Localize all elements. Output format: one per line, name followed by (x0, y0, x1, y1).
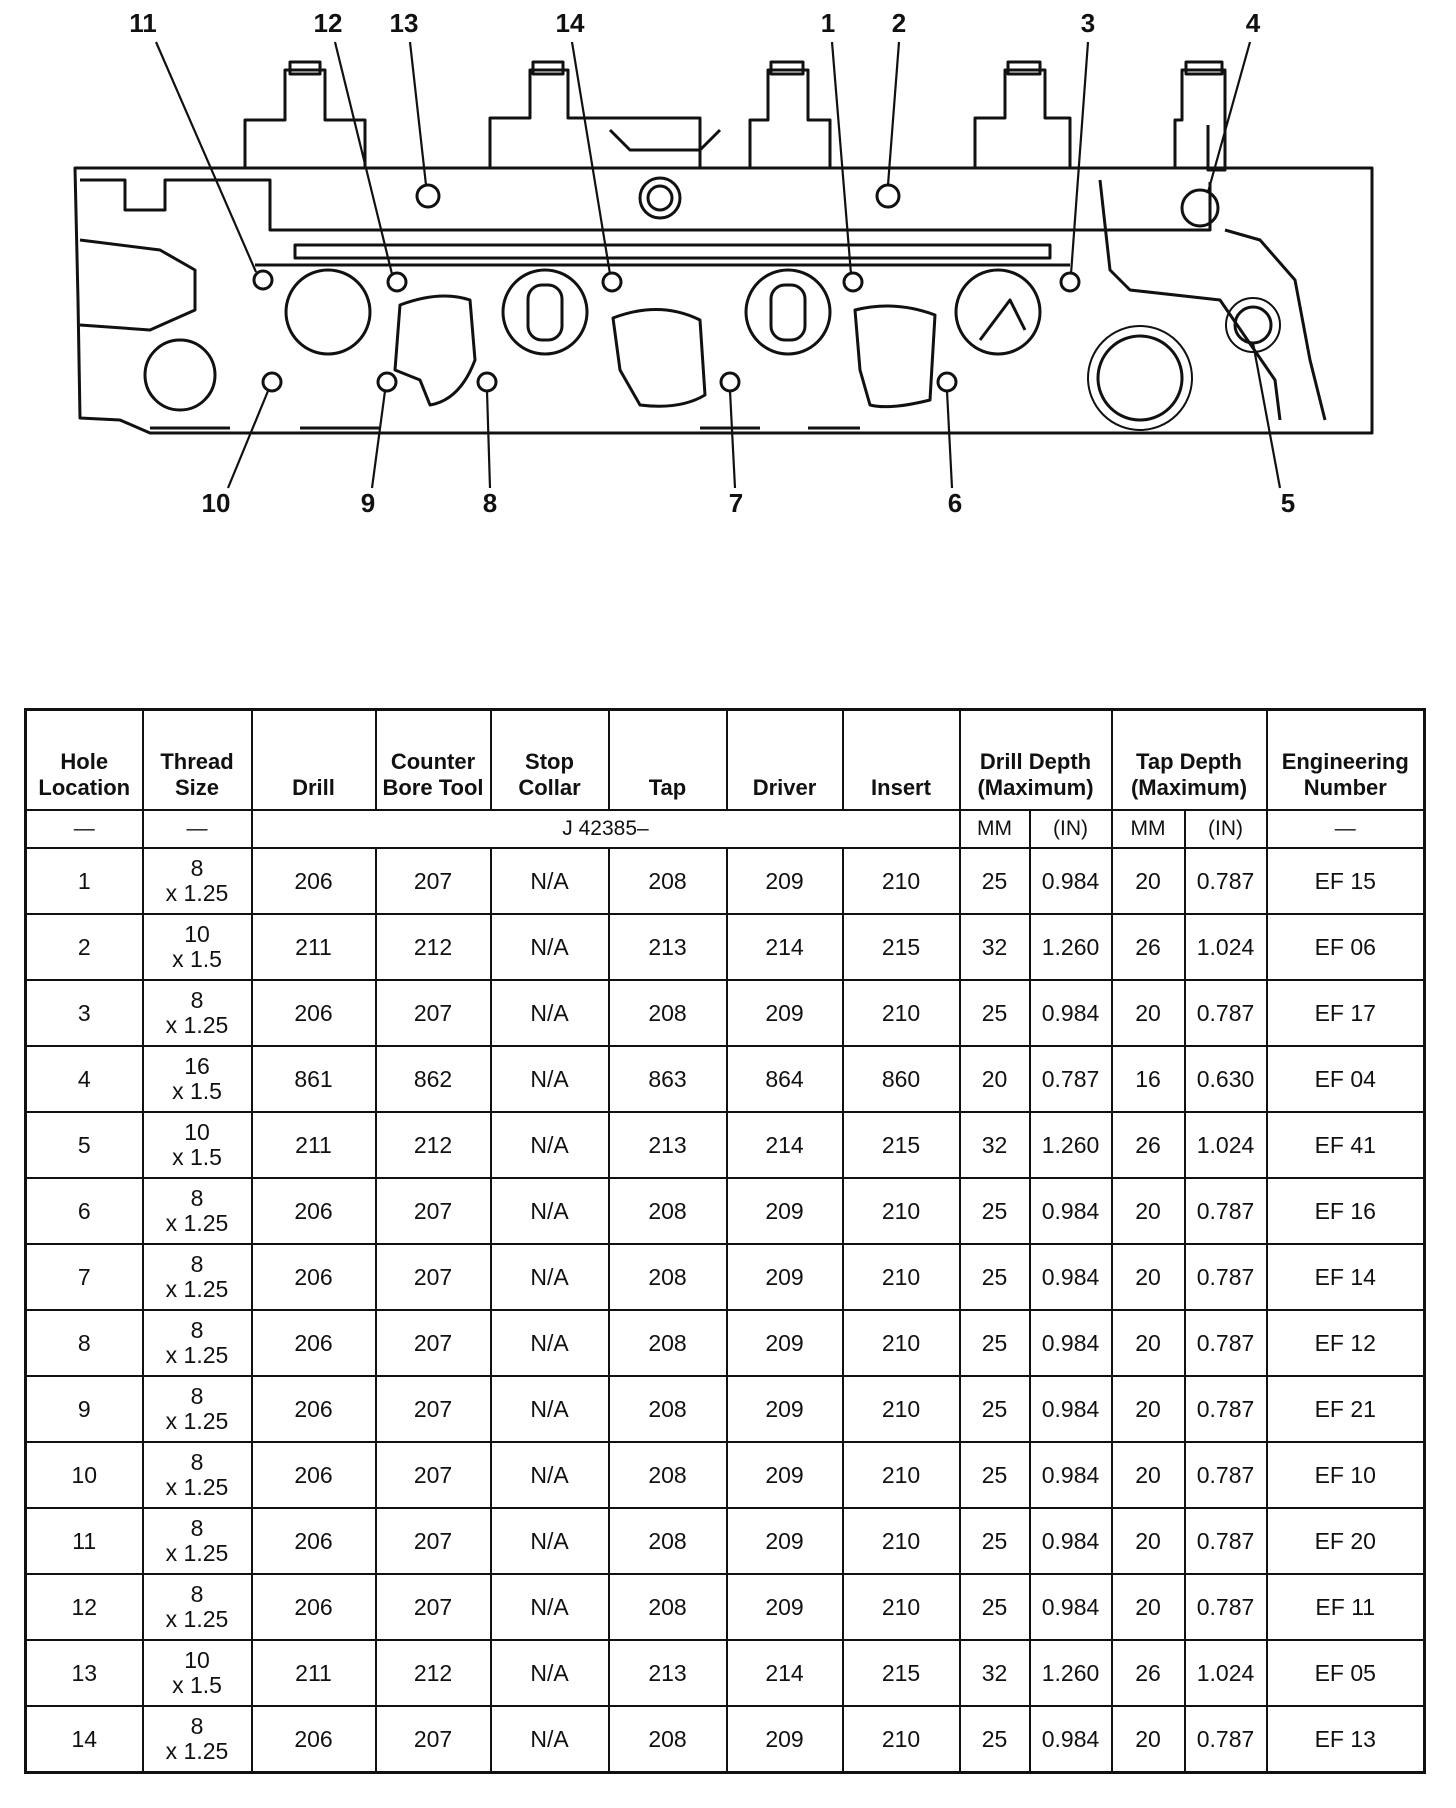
exhaust-port (145, 340, 215, 410)
header-row (26, 710, 1425, 811)
cell-hole: 3 (26, 980, 143, 1046)
cell-tap: 213 (609, 1112, 727, 1178)
col-thread-size: Thread Size (143, 710, 252, 811)
thread-diameter: 8 (190, 1251, 204, 1277)
cell-tap-mm: 20 (1112, 1574, 1185, 1640)
cell-drill-mm: 25 (960, 1310, 1030, 1376)
cell-thread-size (143, 1706, 252, 1773)
callout-4: 4 (1245, 8, 1261, 38)
cell-drill: 861 (252, 1046, 376, 1112)
cell-tap-in: 1.024 (1185, 1112, 1267, 1178)
col-counter-bore-tool: Counter Bore Tool (376, 710, 491, 811)
cell-drill-in: 0.984 (1030, 1178, 1112, 1244)
col-hole-location: Hole Location (26, 710, 143, 811)
cell-drill-mm: 25 (960, 1706, 1030, 1773)
cell-drill: 206 (252, 848, 376, 914)
thread-pitch: x 1.25 (165, 1474, 229, 1500)
cell-drill-mm: 32 (960, 1112, 1030, 1178)
cell-tap-mm: 26 (1112, 1112, 1185, 1178)
cell-drill: 206 (252, 1508, 376, 1574)
cell-stop-collar: N/A (491, 1574, 609, 1640)
thread-diameter: 8 (190, 1449, 204, 1475)
cell-eng: EF 05 (1267, 1640, 1425, 1706)
cell-tap-in: 0.787 (1185, 1442, 1267, 1508)
cell-stop-collar: N/A (491, 1706, 609, 1773)
thread-diameter: 8 (190, 987, 204, 1013)
cell-drill-in: 0.984 (1030, 848, 1112, 914)
thread-diameter: 10 (184, 1119, 210, 1145)
cell-hole: 14 (26, 1706, 143, 1773)
cell-drill-in: 1.260 (1030, 1640, 1112, 1706)
cell-insert: 215 (843, 914, 960, 980)
cell-counter-bore: 207 (376, 1178, 491, 1244)
col-driver: Driver (727, 710, 843, 811)
cell-eng: EF 16 (1267, 1178, 1425, 1244)
cell-tap-mm: 20 (1112, 1244, 1185, 1310)
cell-counter-bore: 207 (376, 1508, 491, 1574)
hole-12 (388, 273, 406, 291)
unit-cell: — (143, 810, 252, 848)
cell-hole: 5 (26, 1112, 143, 1178)
table-row (26, 1442, 1425, 1508)
cell-tap-in: 0.787 (1185, 1574, 1267, 1640)
cell-stop-collar: N/A (491, 848, 609, 914)
thread-diameter: 8 (190, 1515, 204, 1541)
cell-hole: 13 (26, 1640, 143, 1706)
cell-eng: EF 12 (1267, 1310, 1425, 1376)
table-row (26, 1508, 1425, 1574)
cell-drill: 206 (252, 1310, 376, 1376)
cell-counter-bore: 207 (376, 1574, 491, 1640)
cell-tap-in: 0.630 (1185, 1046, 1267, 1112)
cell-drill-mm: 20 (960, 1046, 1030, 1112)
cell-drill-mm: 25 (960, 1574, 1030, 1640)
cell-driver: 214 (727, 1640, 843, 1706)
cell-insert: 210 (843, 1178, 960, 1244)
cell-insert: 210 (843, 848, 960, 914)
cell-stop-collar: N/A (491, 1046, 609, 1112)
cell-driver: 209 (727, 1376, 843, 1442)
cell-insert: 860 (843, 1046, 960, 1112)
cell-insert: 215 (843, 1112, 960, 1178)
cell-insert: 210 (843, 1574, 960, 1640)
unit-cell: (IN) (1030, 810, 1112, 848)
unit-cell: — (26, 810, 143, 848)
cell-drill-in: 0.984 (1030, 980, 1112, 1046)
cell-thread-size (143, 1244, 252, 1310)
cell-tap-mm: 20 (1112, 1376, 1185, 1442)
spec-body (26, 848, 1425, 1773)
hole-8 (478, 373, 496, 391)
cell-thread-size (143, 980, 252, 1046)
cell-thread-size (143, 1376, 252, 1442)
cell-drill-mm: 25 (960, 1244, 1030, 1310)
cell-drill-in: 0.984 (1030, 1310, 1112, 1376)
cell-drill-in: 0.984 (1030, 1244, 1112, 1310)
cell-drill: 211 (252, 1640, 376, 1706)
callout-12: 12 (313, 8, 343, 38)
hole-1 (844, 273, 862, 291)
intake-port (286, 270, 370, 354)
callout-8: 8 (482, 488, 498, 518)
thread-diameter: 10 (184, 1647, 210, 1673)
cell-drill: 206 (252, 1244, 376, 1310)
cell-tap-mm: 26 (1112, 1640, 1185, 1706)
cell-tap-in: 0.787 (1185, 1178, 1267, 1244)
cell-hole: 2 (26, 914, 143, 980)
cell-hole: 4 (26, 1046, 143, 1112)
cell-eng: EF 20 (1267, 1508, 1425, 1574)
cell-thread-size (143, 1574, 252, 1640)
cell-tap: 208 (609, 1442, 727, 1508)
hole-5 (1235, 307, 1271, 343)
cell-insert: 210 (843, 1244, 960, 1310)
cell-drill-mm: 25 (960, 848, 1030, 914)
cell-drill-mm: 25 (960, 1376, 1030, 1442)
table-row (26, 914, 1425, 980)
cell-drill: 206 (252, 1178, 376, 1244)
thread-pitch: x 1.5 (172, 1078, 222, 1104)
cell-driver: 214 (727, 914, 843, 980)
table-row (26, 1310, 1425, 1376)
thread-pitch: x 1.25 (165, 880, 229, 906)
cell-drill-in: 1.260 (1030, 914, 1112, 980)
cell-thread-size (143, 1640, 252, 1706)
cell-insert: 210 (843, 1310, 960, 1376)
cell-stop-collar: N/A (491, 1112, 609, 1178)
col-tap: Tap (609, 710, 727, 811)
callout-1: 1 (820, 8, 836, 38)
thread-pitch: x 1.25 (165, 1738, 229, 1764)
cell-tap-mm: 20 (1112, 1310, 1185, 1376)
col-insert: Insert (843, 710, 960, 811)
cell-hole: 7 (26, 1244, 143, 1310)
hole-7 (721, 373, 739, 391)
cell-insert: 215 (843, 1640, 960, 1706)
cell-drill: 206 (252, 1706, 376, 1773)
thread-diameter: 8 (190, 1713, 204, 1739)
cell-insert: 210 (843, 1508, 960, 1574)
cell-tap-in: 0.787 (1185, 1376, 1267, 1442)
cell-insert: 210 (843, 1442, 960, 1508)
cell-drill: 206 (252, 980, 376, 1046)
thread-diameter: 16 (184, 1053, 210, 1079)
cell-thread-size (143, 1310, 252, 1376)
cell-tap: 863 (609, 1046, 727, 1112)
cell-eng: EF 41 (1267, 1112, 1425, 1178)
cell-drill-in: 1.260 (1030, 1112, 1112, 1178)
hole-4 (1182, 190, 1218, 226)
thread-pitch: x 1.25 (165, 1276, 229, 1302)
cell-eng: EF 11 (1267, 1574, 1425, 1640)
cell-tap-mm: 20 (1112, 980, 1185, 1046)
cell-hole: 1 (26, 848, 143, 914)
cell-drill: 206 (252, 1442, 376, 1508)
callout-10: 10 (201, 488, 231, 518)
cell-stop-collar: N/A (491, 1178, 609, 1244)
intake-port (956, 270, 1040, 354)
cell-drill-mm: 25 (960, 1442, 1030, 1508)
table-row (26, 1706, 1425, 1773)
cell-stop-collar: N/A (491, 1310, 609, 1376)
cell-hole: 11 (26, 1508, 143, 1574)
cell-tap-in: 0.787 (1185, 1508, 1267, 1574)
cell-eng: EF 21 (1267, 1376, 1425, 1442)
cell-hole: 10 (26, 1442, 143, 1508)
cell-tap-mm: 26 (1112, 914, 1185, 980)
thread-diameter: 8 (190, 1581, 204, 1607)
cell-hole: 6 (26, 1178, 143, 1244)
cell-stop-collar: N/A (491, 1376, 609, 1442)
thread-pitch: x 1.25 (165, 1408, 229, 1434)
cell-drill: 206 (252, 1574, 376, 1640)
cell-tap-in: 0.787 (1185, 848, 1267, 914)
thread-diameter: 8 (190, 855, 204, 881)
cell-thread-size (143, 1178, 252, 1244)
cell-tap: 208 (609, 1574, 727, 1640)
hole-14 (603, 273, 621, 291)
thread-pitch: x 1.5 (172, 946, 222, 972)
cell-thread-size (143, 1508, 252, 1574)
cell-drill-mm: 25 (960, 980, 1030, 1046)
cell-driver: 209 (727, 1706, 843, 1773)
cell-tap: 213 (609, 1640, 727, 1706)
cell-drill: 206 (252, 1376, 376, 1442)
cell-tap: 208 (609, 1706, 727, 1773)
unit-cell: MM (1112, 810, 1185, 848)
cell-tap: 213 (609, 914, 727, 980)
cell-thread-size (143, 914, 252, 980)
unit-cell: — (1267, 810, 1425, 848)
cell-drill-in: 0.984 (1030, 1706, 1112, 1773)
cell-thread-size (143, 848, 252, 914)
table-row (26, 1178, 1425, 1244)
cell-counter-bore: 207 (376, 1376, 491, 1442)
hole-6 (938, 373, 956, 391)
cell-drill-in: 0.984 (1030, 1508, 1112, 1574)
cell-hole: 9 (26, 1376, 143, 1442)
cell-thread-size (143, 1046, 252, 1112)
thread-diameter: 8 (190, 1185, 204, 1211)
cell-eng: EF 17 (1267, 980, 1425, 1046)
cell-tap-mm: 20 (1112, 1508, 1185, 1574)
table-row (26, 1640, 1425, 1706)
cell-tap-in: 0.787 (1185, 1310, 1267, 1376)
cell-drill-mm: 32 (960, 914, 1030, 980)
cell-drill: 211 (252, 914, 376, 980)
cell-drill-in: 0.787 (1030, 1046, 1112, 1112)
cell-driver: 209 (727, 848, 843, 914)
cell-tap-mm: 20 (1112, 1178, 1185, 1244)
cell-counter-bore: 207 (376, 848, 491, 914)
exhaust-port (1098, 336, 1182, 420)
callout-2: 2 (891, 8, 907, 38)
cell-eng: EF 13 (1267, 1706, 1425, 1773)
cell-tap: 208 (609, 1376, 727, 1442)
col-tap-depth: Tap Depth (Maximum) (1112, 710, 1267, 811)
table-row (26, 1244, 1425, 1310)
cell-counter-bore: 207 (376, 1244, 491, 1310)
col-drill: Drill (252, 710, 376, 811)
table-row (26, 980, 1425, 1046)
thread-diameter: 10 (184, 921, 210, 947)
table-row (26, 1376, 1425, 1442)
cell-driver: 209 (727, 1508, 843, 1574)
cell-counter-bore: 207 (376, 980, 491, 1046)
hole-2 (877, 185, 899, 207)
cell-eng: EF 14 (1267, 1244, 1425, 1310)
thread-pitch: x 1.5 (172, 1672, 222, 1698)
table-row (26, 1046, 1425, 1112)
hole-10 (263, 373, 281, 391)
cell-drill-in: 0.984 (1030, 1574, 1112, 1640)
cell-insert: 210 (843, 1376, 960, 1442)
thread-pitch: x 1.25 (165, 1540, 229, 1566)
thread-pitch: x 1.25 (165, 1012, 229, 1038)
cell-driver: 209 (727, 1178, 843, 1244)
table-row (26, 848, 1425, 914)
cell-insert: 210 (843, 1706, 960, 1773)
thread-diameter: 8 (190, 1383, 204, 1409)
cell-drill: 211 (252, 1112, 376, 1178)
cell-driver: 209 (727, 1574, 843, 1640)
callout-9: 9 (360, 488, 376, 518)
thread-pitch: x 1.25 (165, 1606, 229, 1632)
cell-tap: 208 (609, 980, 727, 1046)
cell-tap-mm: 20 (1112, 1706, 1185, 1773)
cell-thread-size (143, 1112, 252, 1178)
unit-cell: MM (960, 810, 1030, 848)
callout-6: 6 (947, 488, 963, 518)
thread-pitch: x 1.5 (172, 1144, 222, 1170)
cell-eng: EF 15 (1267, 848, 1425, 914)
thread-diameter: 8 (190, 1317, 204, 1343)
cell-tap-mm: 16 (1112, 1046, 1185, 1112)
cell-counter-bore: 212 (376, 1112, 491, 1178)
cell-drill-mm: 32 (960, 1640, 1030, 1706)
cell-tap-in: 1.024 (1185, 1640, 1267, 1706)
cell-counter-bore: 212 (376, 1640, 491, 1706)
cell-driver: 214 (727, 1112, 843, 1178)
callout-3: 3 (1080, 8, 1096, 38)
cell-eng: EF 06 (1267, 914, 1425, 980)
cell-driver: 209 (727, 1244, 843, 1310)
cell-hole: 8 (26, 1310, 143, 1376)
table-row (26, 1112, 1425, 1178)
cell-hole: 12 (26, 1574, 143, 1640)
cell-drill-in: 0.984 (1030, 1442, 1112, 1508)
cell-tap-mm: 20 (1112, 1442, 1185, 1508)
cell-eng: EF 10 (1267, 1442, 1425, 1508)
cam-bearing-bosses (245, 62, 1225, 170)
cell-driver: 209 (727, 980, 843, 1046)
cell-tap: 208 (609, 1178, 727, 1244)
hole-11 (254, 271, 272, 289)
cell-stop-collar: N/A (491, 914, 609, 980)
cell-stop-collar: N/A (491, 980, 609, 1046)
callout-14: 14 (555, 8, 585, 38)
cell-insert: 210 (843, 980, 960, 1046)
cell-driver: 864 (727, 1046, 843, 1112)
cell-drill-mm: 25 (960, 1178, 1030, 1244)
cell-thread-size (143, 1442, 252, 1508)
cell-eng: EF 04 (1267, 1046, 1425, 1112)
thread-repair-spec-table (24, 708, 1426, 1774)
callout-7: 7 (728, 488, 744, 518)
cell-tap-in: 1.024 (1185, 914, 1267, 980)
cell-counter-bore: 207 (376, 1310, 491, 1376)
cell-drill-mm: 25 (960, 1508, 1030, 1574)
hole-9 (378, 373, 396, 391)
unit-row (26, 810, 1425, 848)
thread-pitch: x 1.25 (165, 1210, 229, 1236)
callout-5: 5 (1280, 488, 1296, 518)
cell-tap-in: 0.787 (1185, 1706, 1267, 1773)
cell-tap-in: 0.787 (1185, 980, 1267, 1046)
cell-stop-collar: N/A (491, 1442, 609, 1508)
cell-tap-in: 0.787 (1185, 1244, 1267, 1310)
cell-tap: 208 (609, 1310, 727, 1376)
unit-cell: (IN) (1185, 810, 1267, 848)
cylinder-head-diagram (0, 0, 1456, 560)
cell-stop-collar: N/A (491, 1244, 609, 1310)
cell-driver: 209 (727, 1442, 843, 1508)
cell-counter-bore: 212 (376, 914, 491, 980)
col-drill-depth: Drill Depth (Maximum) (960, 710, 1112, 811)
cell-tap-mm: 20 (1112, 848, 1185, 914)
cell-tap: 208 (609, 1244, 727, 1310)
table-row (26, 1574, 1425, 1640)
cell-counter-bore: 862 (376, 1046, 491, 1112)
cell-counter-bore: 207 (376, 1442, 491, 1508)
cell-tap: 208 (609, 1508, 727, 1574)
callout-11: 11 (129, 8, 157, 38)
thread-pitch: x 1.25 (165, 1342, 229, 1368)
cell-driver: 209 (727, 1310, 843, 1376)
cell-counter-bore: 207 (376, 1706, 491, 1773)
callout-13: 13 (389, 8, 419, 38)
tool-prefix: J 42385– (252, 810, 960, 848)
col-stop-collar: Stop Collar (491, 710, 609, 811)
hole-13 (417, 185, 439, 207)
cell-stop-collar: N/A (491, 1508, 609, 1574)
hole-3 (1061, 273, 1079, 291)
cell-drill-in: 0.984 (1030, 1376, 1112, 1442)
cell-stop-collar: N/A (491, 1640, 609, 1706)
cell-tap: 208 (609, 848, 727, 914)
col-engineering-number: Engineering Number (1267, 710, 1425, 811)
